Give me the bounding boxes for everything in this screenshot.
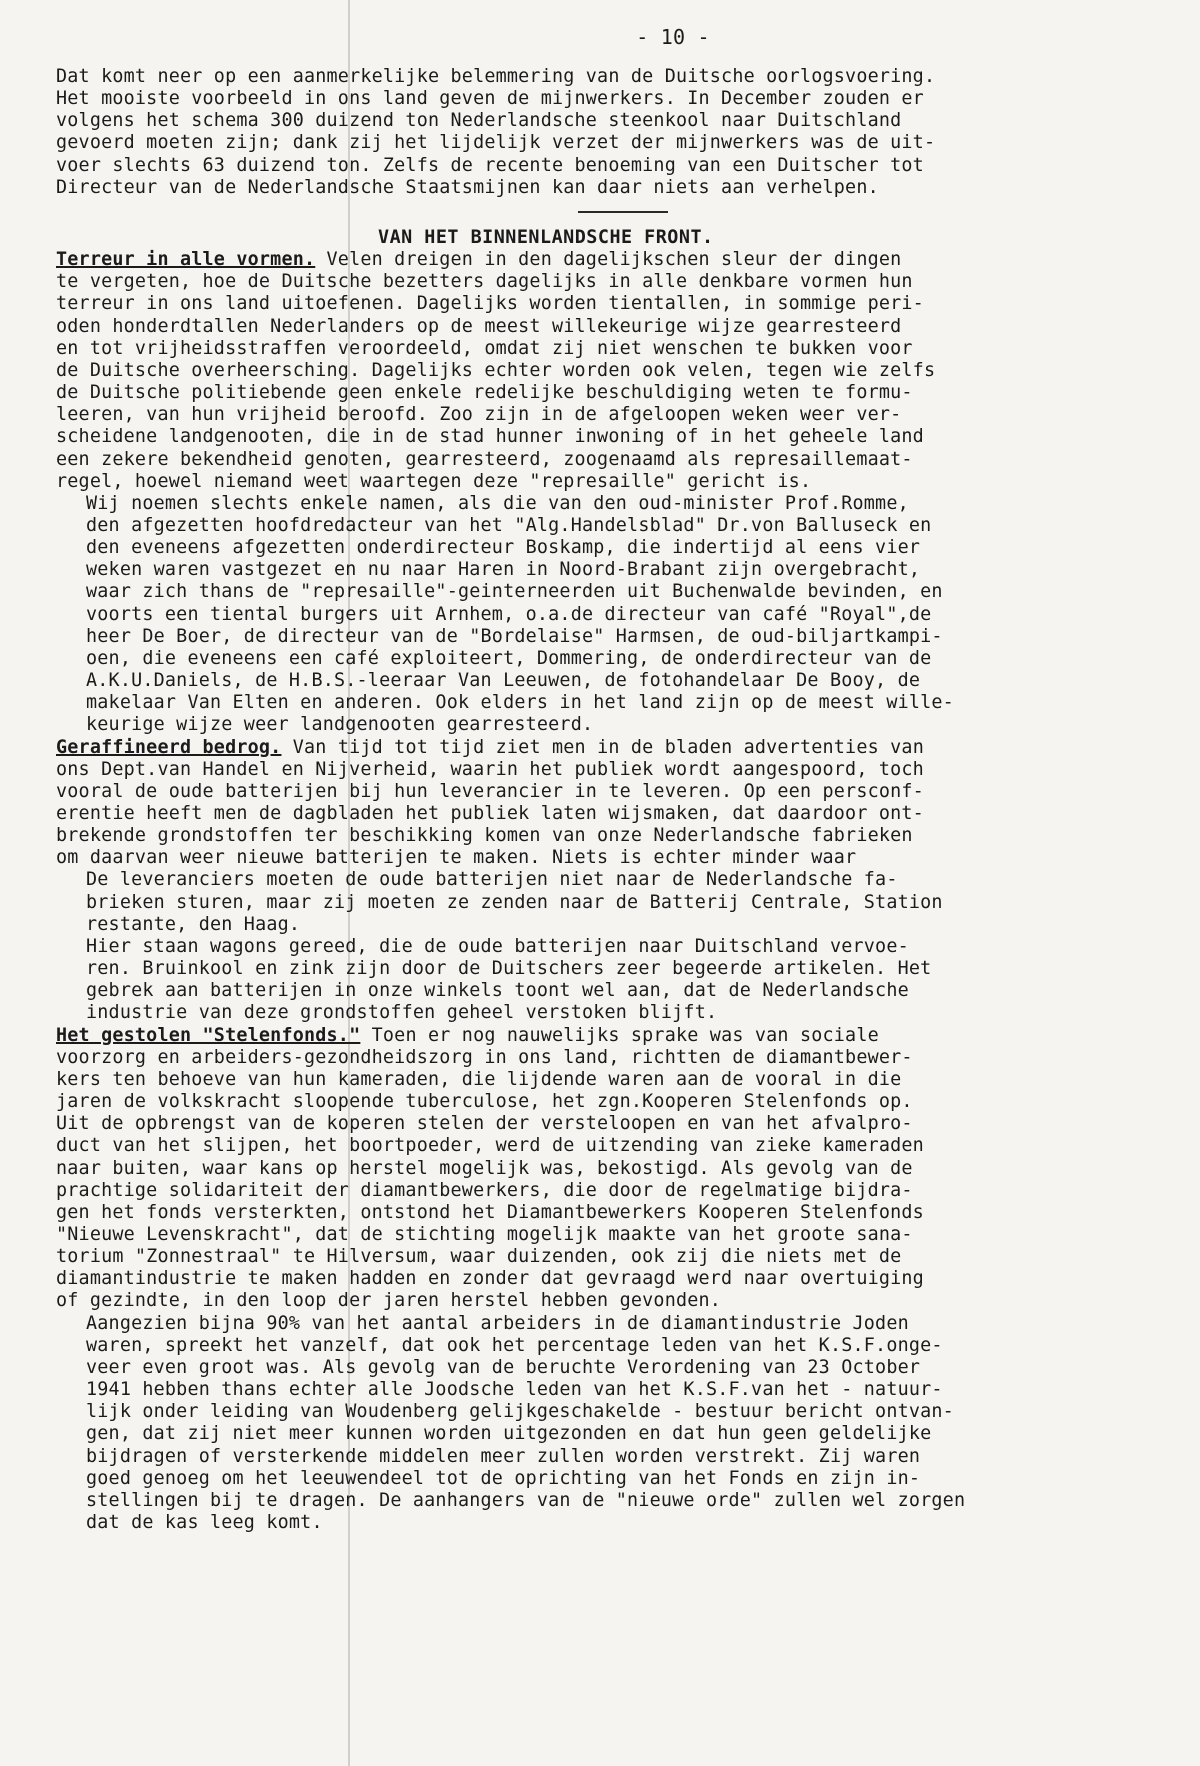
stelenfonds-text: Toen er nog nauwelijks sprake was van sociale voorzorg en arbeiders-gezondheidszorg in ons land, richtten de diamantbewer- kers ten behoeve van hun kameraden, die lijdende waren aan de vooral in die jaren de volkskracht sloopende tuberculose, het zgn.Kooperen Stelenfonds op. Uit de opbrengst van de koperen stelen der versteloopen en van het afvalpro- duct van het slijpen, het boortpoeder, werd de uitzending van zieke kameraden naar buiten, waar kans op herstel mogelijk was, bekostigd. Als gevolg van de prachtige solidariteit der diamantbewerkers, die door de regelmatige bijdra- gen het fonds versterkten, ontstond het Diamantbewerkers Kooperen Stelenfonds "Nieuwe Levenskracht", dat de stichting mogelijk maakte van het groote sana- torium "Zonnestraal" te Hilversum, waar duizenden, ook zij die niets met de diamantindustrie te maken hadden en zonder dat gevraagd werd naar overtuiging of gezindte, in den loop der jaren herstel hebben gevonden. [56, 1024, 924, 1312]
terreur-paragraph [56, 249, 1140, 493]
stelenfonds-paragraph [56, 1025, 1140, 1313]
intro-paragraph: Dat komt neer op een aanmerkelijke belemmering van de Duitsche oorlogsvoering. Het mooiste voorbeeld in ons land geven de mijnwerkers. In December zouden er volgens het schema 300 duizend ton Nederlandsche steenkool naar Duitschland gevoerd moeten zijn; dank zij het lijdelijk verzet der mijnwerkers was de uit- voer slechts 63 duizend ton. Zelfs de recente benoeming van een Duitscher tot Directeur van de Nederlandsche Staatsmijnen kan daar niets aan verhelpen. [56, 66, 936, 198]
terreur-heading: Terreur in alle vormen. [56, 249, 316, 271]
closing-paragraph: Aangezien bijna 90% van het aantal arbeiders in de diamantindustrie Joden waren, spreekt het vanzelf, dat ook het percentage leden van het K.S.F.onge- veer even groot was. Als gevolg van de beruchte Verordening van 23 October 1941 hebben thans echter alle Joodsche leden van het K.S.F.van het - natuur- lijk onder leiding van Woudenberg gelijkgeschakelde - bestuur bericht ontvan- gen, dat zij niet meer kunnen worden uitgezonden en dat hun geen geldelijke bijdragen of versterkende middelen meer zullen worden verstrekt. Zij waren goed genoeg om het leeuwendeel tot de oprichting van het Fonds en zijn in- stellingen bij te dragen. De aanhangers van de "nieuwe orde" zullen wel zorgen dat de kas leeg komt. [86, 1312, 966, 1533]
section-divider [578, 211, 668, 213]
names-paragraph: Wij noemen slechts enkele namen, als die van den oud-minister Prof.Romme, den afgezetten hoofdredacteur van het "Alg.Handelsblad" Dr.von Balluseck en den eveneens afgezetten onderdirecteur Boskamp, die indertijd al eens vier weken waren vastgezet en nu naar Haren in Noord-Brabant zijn overgebracht, waar zich thans de "represaille"-geinterneerden uit Buchenwalde bevinden, en voorts een tiental burgers uit Arnhem, o.a.de directeur van café "Royal",de heer De Boer, de directeur van de "Bordelaise" Harmsen, de oud-biljartkampi- oen, die eveneens een café exploiteert, Dommering, de onderdirecteur van de A.K.U.Daniels, de H.B.S.-leeraar Van Leeuwen, de fotohandelaar De Booy, de makelaar Van Elten en anderen. Ook elders in het land zijn op de meest wille- keurige wijze weer landgenooten gearresteerd. [86, 492, 954, 736]
wagons-paragraph: Hier staan wagons gereed, die de oude batterijen naar Duitschland vervoe- ren. Bruinkool en zink zijn door de Duitschers zeer begeerde artikelen. Het gebrek aan batterijen in onze winkels toont wel aan, dat de Nederlandsche industrie van deze grondstoffen geheel verstoken blijft. [86, 935, 932, 1024]
bedrog-text: Van tijd tot tijd ziet men in de bladen advertenties van ons Dept.van Handel en Nijverheid, waarin het publiek wordt aangespoord, toch vooral de oude batterijen bij hun leverancier in te leveren. Op een persconf- erentie heeft men de dagbladen het publiek laten wijsmaken, dat daardoor ont- brekende grondstoffen ter beschikking komen van onze Nederlandsche fabrieken om daarvan weer nieuwe batterijen te maken. Niets is echter minder waar [56, 736, 924, 869]
section-title: VAN HET BINNENLANDSCHE FRONT. [378, 226, 714, 248]
leveranciers-paragraph: De leveranciers moeten de oude batterijen niet naar de Nederlandsche fa- brieken sturen, maar zij moeten ze zenden naar de Batterij Centrale, Station restante, den Haag. [86, 869, 943, 935]
terreur-text: Velen dreigen in den dagelijkschen sleur der dingen te vergeten, hoe de Duitsche bezetters dagelijks in alle denkbare vormen hun terreur in ons land uitoefenen. Dagelijks worden tientallen, in sommige peri- oden honderdtallen Nederlanders op de meest willekeurige wijze gearresteerd en tot vrijheidsstraffen veroordeeld, omdat zij niet wenschen te bukken voor de Duitsche overheersching. Dagelijks echter worden ook velen, tegen wie zelfs de Duitsche politiebende geen enkele redelijke beschuldiging weten te formu- leeren, van hun vrijheid beroofd. Zoo zijn in de afgeloopen weken weer ver- scheidene landgenooten, die in de stad hunner inwoning of in het geheele land een zekere bekendheid genoten, gearresteerd, zoogenaamd als represaillemaat- regel, hoewel niemand weet waartegen deze "represaille" gericht is. [56, 249, 936, 492]
bedrog-paragraph [56, 737, 1140, 870]
bedrog-heading: Geraffineerd bedrog. [56, 736, 282, 758]
page-fold-line [348, 0, 350, 1766]
stelenfonds-heading: Het gestolen "Stelenfonds." [56, 1024, 361, 1046]
page-number: - 10 - [636, 25, 710, 49]
